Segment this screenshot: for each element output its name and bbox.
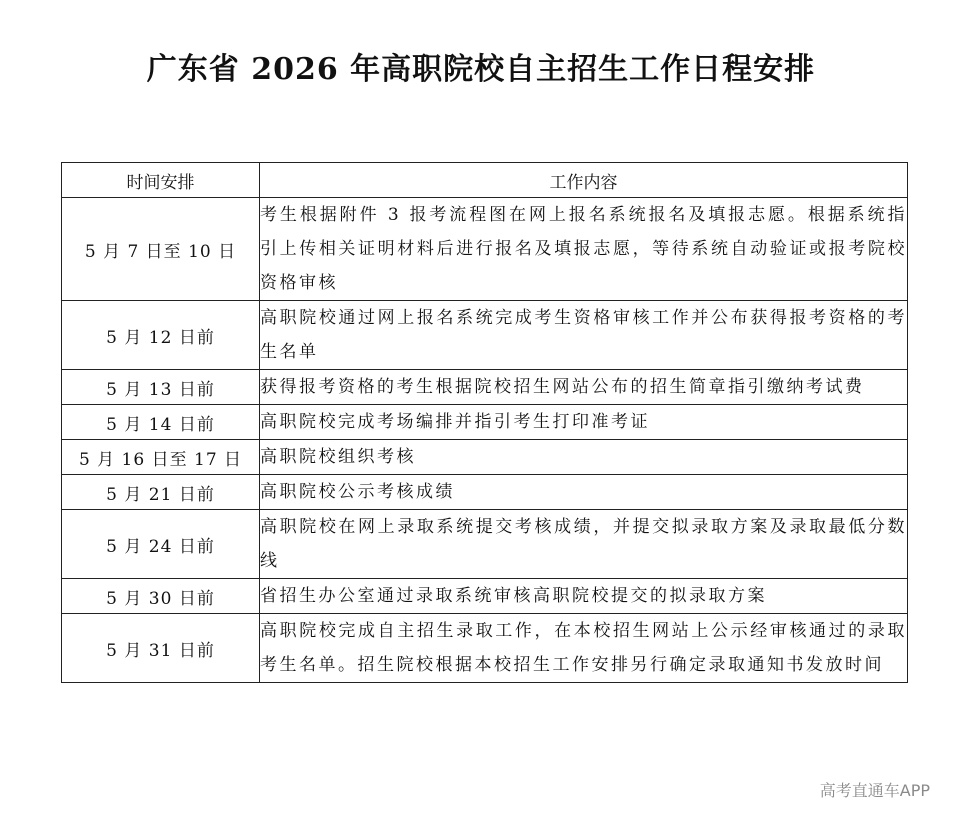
column-header-time: 时间安排	[62, 163, 260, 198]
table-row	[62, 614, 908, 683]
page-title: 广东省 2026 年高职院校自主招生工作日程安排	[146, 52, 816, 87]
table-row	[62, 301, 908, 370]
time-cell: 5 月 24 日前	[62, 510, 260, 579]
table-row	[62, 579, 908, 614]
content-cell: 高职院校完成自主招生录取工作，在本校招生网站上公示经审核通过的录取考生名单。招生院校根据本校招生工作安排另行确定录取通知书发放时间	[260, 614, 908, 683]
content-cell: 考生根据附件 3 报考流程图在网上报名系统报名及填报志愿。根据系统指引上传相关证明材料后进行报名及填报志愿，等待系统自动验证或报考院校资格审核	[260, 198, 908, 301]
content-cell: 高职院校在网上录取系统提交考核成绩，并提交拟录取方案及录取最低分数线	[260, 510, 908, 579]
time-cell: 5 月 14 日前	[62, 405, 260, 440]
content-cell: 高职院校完成考场编排并指引考生打印准考证	[260, 405, 908, 440]
time-cell: 5 月 30 日前	[62, 579, 260, 614]
source-watermark: 高考直通车APP	[819, 781, 930, 800]
schedule-table	[61, 162, 908, 683]
time-cell: 5 月 7 日至 10 日	[62, 198, 260, 301]
content-cell: 获得报考资格的考生根据院校招生网站公布的招生简章指引缴纳考试费	[260, 370, 908, 405]
content-cell: 高职院校公示考核成绩	[260, 475, 908, 510]
table-header-row	[62, 163, 908, 198]
time-cell: 5 月 13 日前	[62, 370, 260, 405]
time-cell: 5 月 21 日前	[62, 475, 260, 510]
content-cell: 高职院校组织考核	[260, 440, 908, 475]
column-header-content: 工作内容	[260, 163, 908, 198]
table-row	[62, 405, 908, 440]
content-cell: 省招生办公室通过录取系统审核高职院校提交的拟录取方案	[260, 579, 908, 614]
table-row	[62, 198, 908, 301]
table-row	[62, 440, 908, 475]
time-cell: 5 月 12 日前	[62, 301, 260, 370]
content-cell: 高职院校通过网上报名系统完成考生资格审核工作并公布获得报考资格的考生名单	[260, 301, 908, 370]
table-row	[62, 370, 908, 405]
time-cell: 5 月 16 日至 17 日	[62, 440, 260, 475]
table-row	[62, 510, 908, 579]
table-row	[62, 475, 908, 510]
time-cell: 5 月 31 日前	[62, 614, 260, 683]
